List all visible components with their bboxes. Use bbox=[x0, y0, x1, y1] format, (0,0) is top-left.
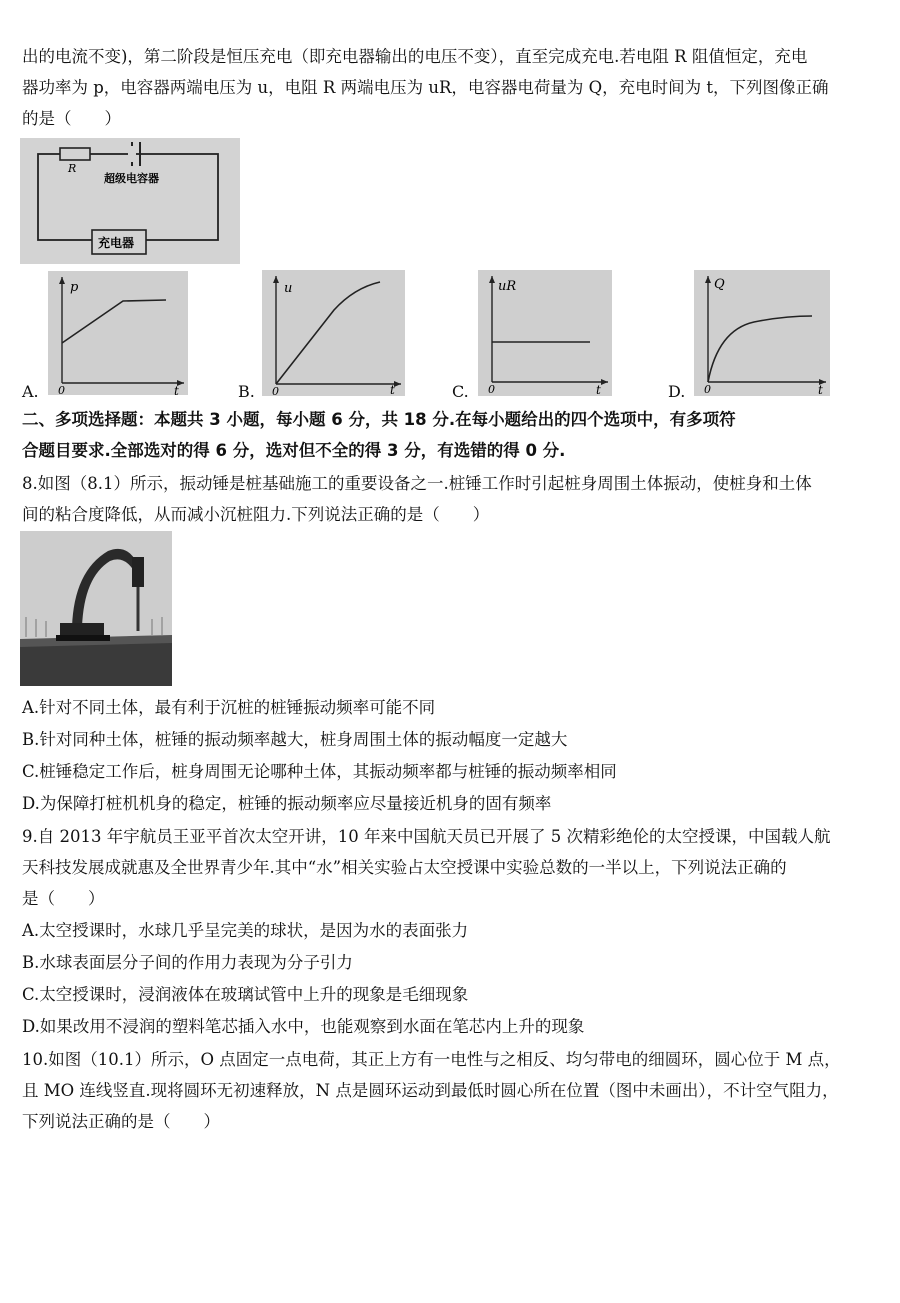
section2-heading-line-2: 合题目要求.全部选对的得 6 分，选对但不全的得 3 分，有选错的得 0 分. bbox=[22, 441, 566, 460]
graph-c-y-label: uR bbox=[498, 279, 517, 294]
graph-b-curve bbox=[276, 282, 380, 384]
q7-option-b-letter: B. bbox=[238, 382, 255, 401]
graph-a-y-label: p bbox=[70, 280, 79, 295]
q8-option-b: B.针对同种土体，桩锤的振动频率越大，桩身周围土体的振动幅度一定越大 bbox=[22, 730, 568, 749]
graph-d bbox=[694, 270, 830, 396]
q8-option-a: A.针对不同土体，最有利于沉桩的桩锤振动频率可能不同 bbox=[22, 698, 436, 717]
q7-option-c-letter: C. bbox=[452, 382, 469, 401]
q7-option-a-letter: A. bbox=[22, 382, 39, 401]
graph-d-origin: 0 bbox=[704, 383, 711, 396]
capacitor-label: 超级电容器 bbox=[104, 172, 159, 185]
q9-line-3: 是（ ） bbox=[22, 889, 105, 908]
graph-d-y-label: Q bbox=[714, 277, 725, 292]
resistor-label: R bbox=[68, 162, 77, 175]
q9-option-a: A.太空授课时，水球几乎呈完美的球状，是因为水的表面张力 bbox=[22, 921, 469, 940]
graph-b-y-label: u bbox=[284, 281, 293, 296]
graph-b bbox=[262, 270, 405, 396]
graph-c-origin: 0 bbox=[488, 383, 495, 396]
graph-a-origin: 0 bbox=[58, 384, 65, 395]
q7-line-1: 出的电流不变)，第二阶段是恒压充电（即充电器输出的电压不变），直至完成充电.若电阻 R 阻值恒定，充电 bbox=[22, 47, 808, 66]
circuit-figure bbox=[20, 138, 240, 264]
graph-b-origin: 0 bbox=[272, 385, 279, 396]
graph-d-curve bbox=[708, 316, 812, 382]
q10-line-3: 下列说法正确的是（ ） bbox=[22, 1112, 220, 1131]
graph-b-x-label: t bbox=[390, 383, 395, 396]
q8-line-2: 间的粘合度降低，从而减小沉桩阻力.下列说法正确的是（ ） bbox=[22, 505, 490, 524]
graph-a-curve bbox=[62, 300, 166, 343]
graph-c-x-label: t bbox=[596, 383, 601, 396]
q10-line-2: 且 MO 连线竖直.现将圆环无初速释放，N 点是圆环运动到最低时圆心所在位置（图中未画出），不计空气阻力， bbox=[22, 1081, 839, 1100]
pile-driver-photo bbox=[20, 531, 172, 686]
q9-line-2: 天科技发展成就惠及全世界青少年.其中“水”相关实验占太空授课中实验总数的一半以上，下列说法正确的 bbox=[22, 858, 787, 877]
q7-line-3: 的是（ ） bbox=[22, 109, 121, 128]
graph-c bbox=[478, 270, 612, 396]
q10-line-1: 10.如图（10.1）所示，O 点固定一点电荷，其正上方有一电性与之相反、均匀带电的细圆环，圆心位于 M 点， bbox=[22, 1050, 841, 1069]
q7-line-2: 器功率为 p，电容器两端电压为 u，电阻 R 两端电压为 uR，电容器电荷量为 Q，充电时间为 t，下列图像正确 bbox=[22, 78, 829, 97]
q9-option-c: C.太空授课时，浸润液体在玻璃试管中上升的现象是毛细现象 bbox=[22, 985, 469, 1004]
q9-line-1: 9.自 2013 年宇航员王亚平首次太空开讲，10 年来中国航天员已开展了 5 次精彩绝伦的太空授课，中国载人航 bbox=[22, 827, 831, 846]
q8-option-c: C.桩锤稳定工作后，桩身周围无论哪种土体，其振动频率都与桩锤的振动频率相同 bbox=[22, 762, 617, 781]
q8-line-1: 8.如图（8.1）所示，振动锤是桩基础施工的重要设备之一.桩锤工作时引起桩身周围土体振动，使桩身和土体 bbox=[22, 474, 812, 493]
charger-label: 充电器 bbox=[98, 236, 135, 250]
graph-d-x-label: t bbox=[818, 383, 823, 396]
resistor-symbol bbox=[60, 148, 90, 160]
q9-option-b: B.水球表面层分子间的作用力表现为分子引力 bbox=[22, 953, 353, 972]
q8-option-d: D.为保障打桩机机身的稳定，桩锤的振动频率应尽量接近机身的固有频率 bbox=[22, 794, 552, 813]
graph-a bbox=[48, 271, 188, 395]
section2-heading-line-1: 二、多项选择题：本题共 3 小题，每小题 6 分，共 18 分.在每小题给出的四个选项中，有多项符 bbox=[22, 410, 736, 429]
q9-option-d: D.如果改用不浸润的塑料笔芯插入水中，也能观察到水面在笔芯内上升的现象 bbox=[22, 1017, 585, 1036]
q7-option-d-letter: D. bbox=[668, 382, 686, 401]
graph-a-x-label: t bbox=[174, 384, 179, 395]
